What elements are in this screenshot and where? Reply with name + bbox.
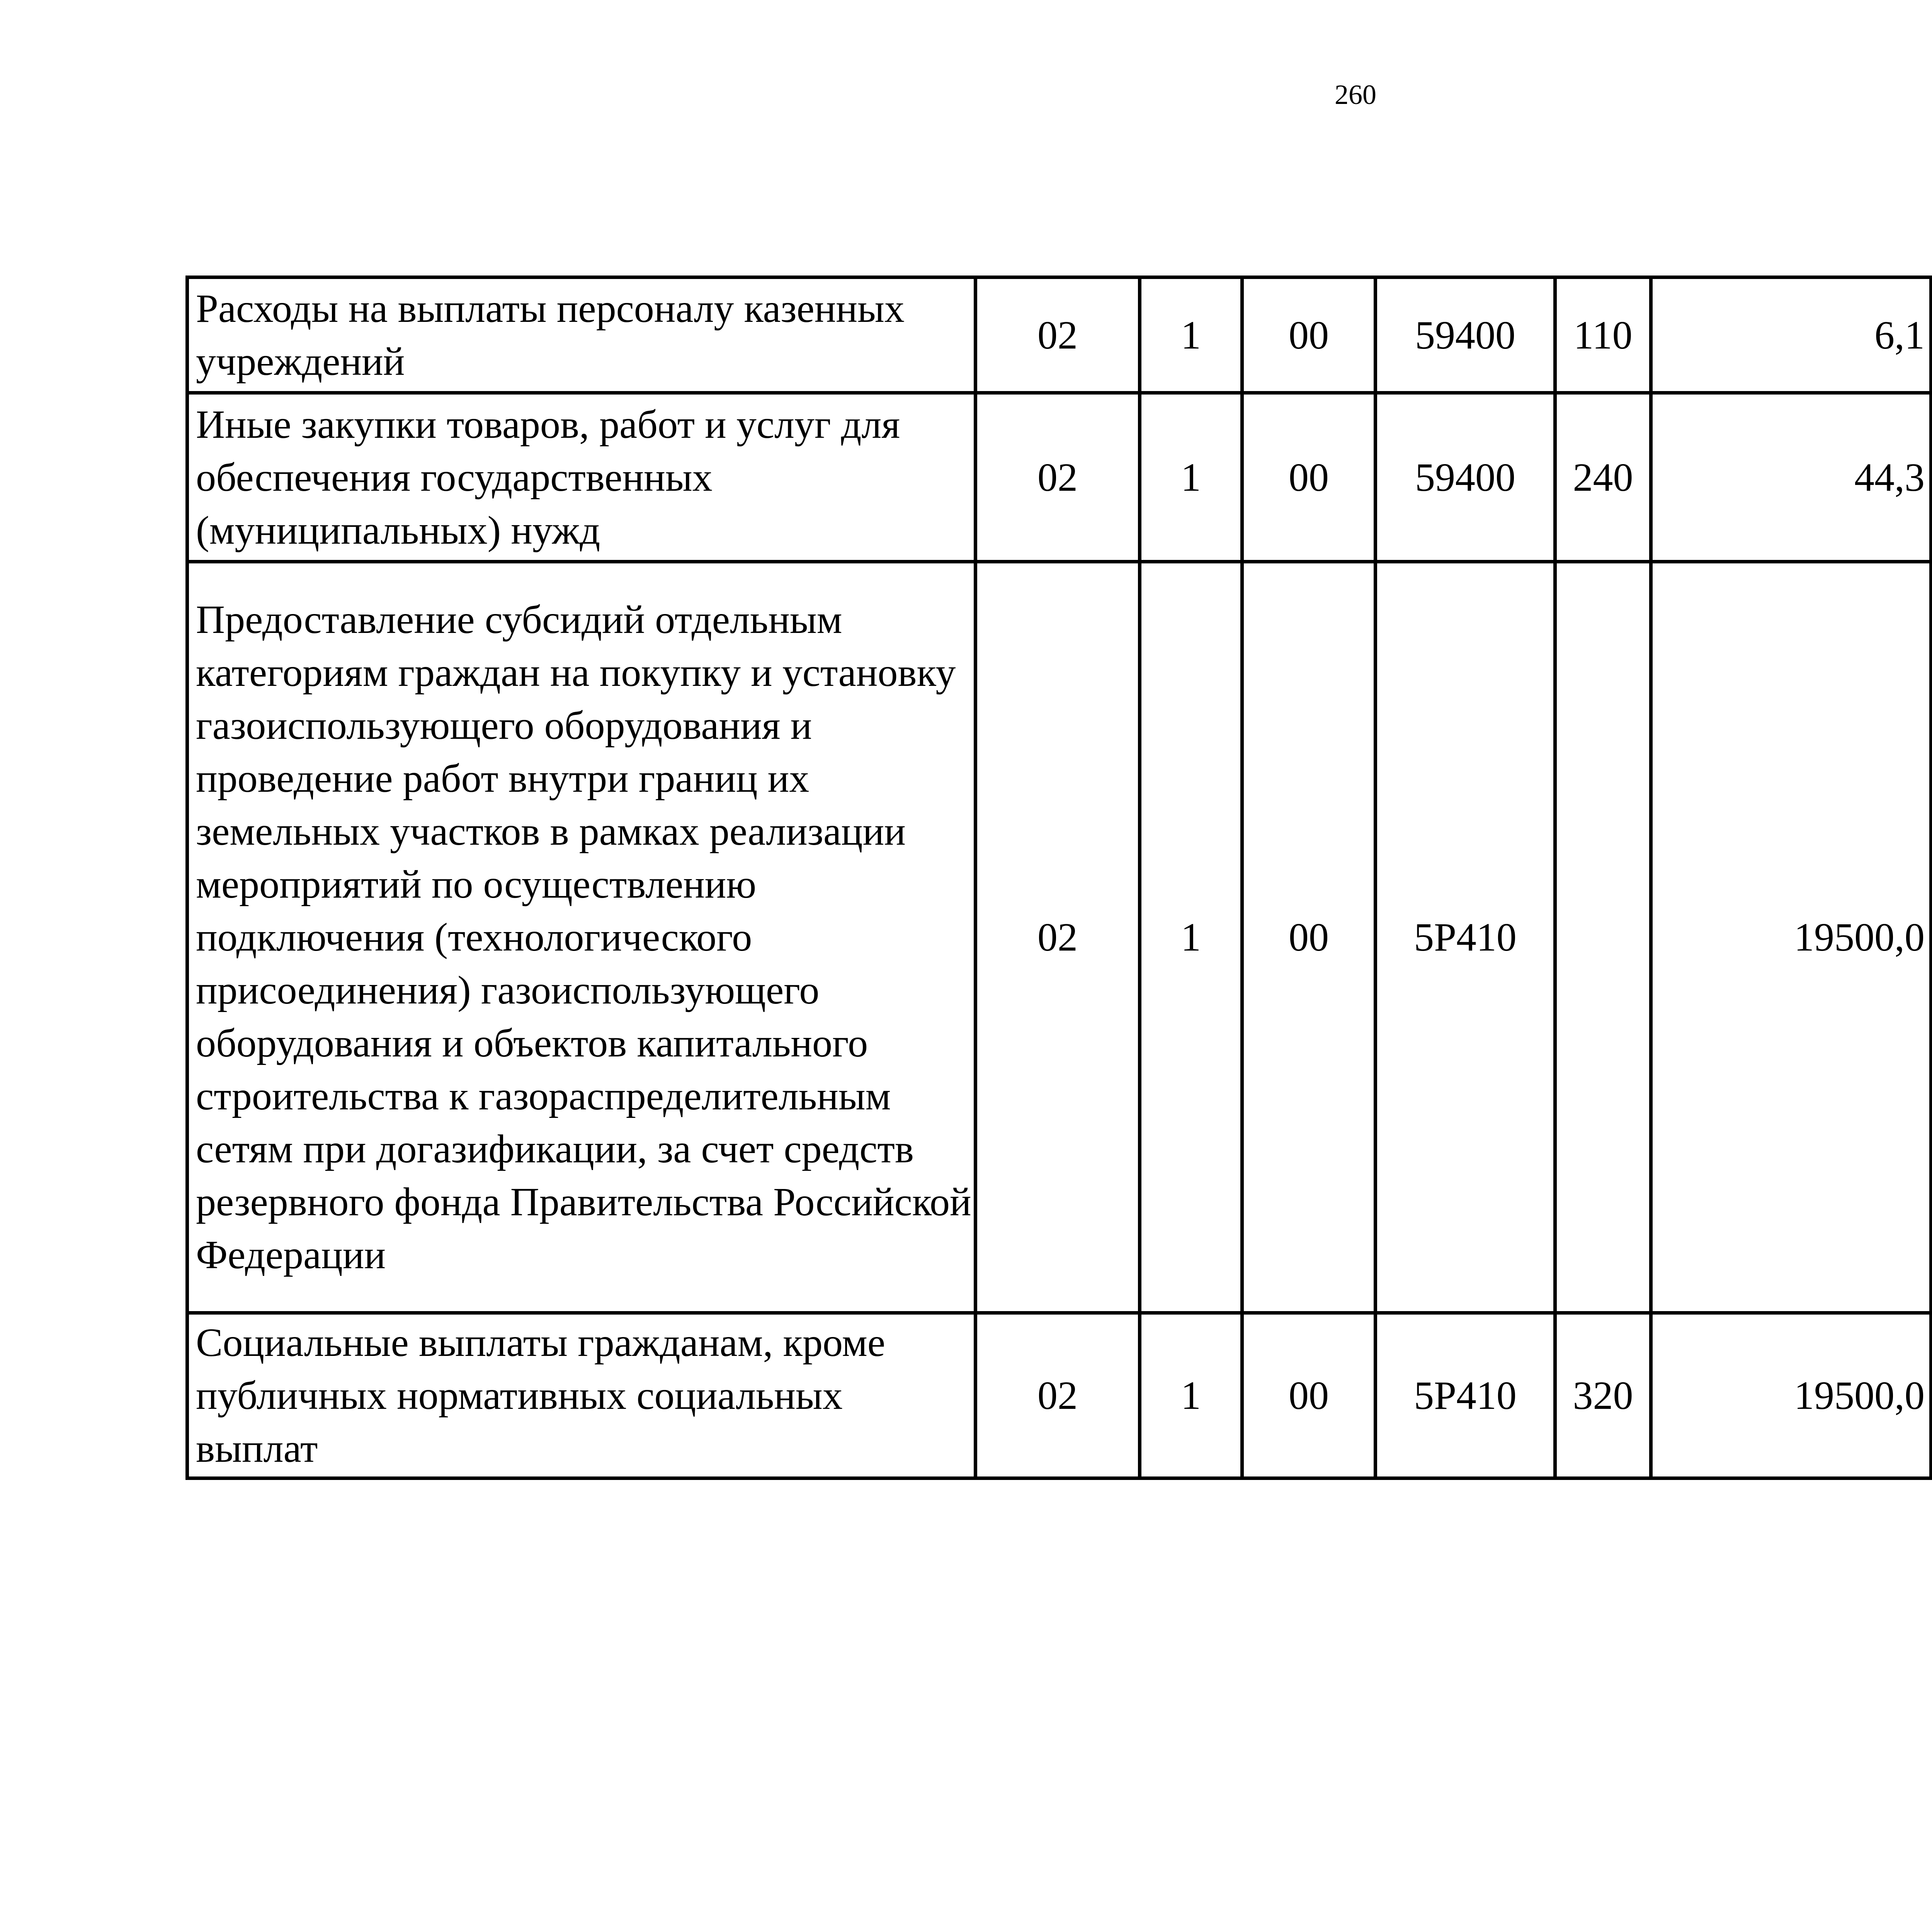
subprogram-cell: 00 — [1242, 277, 1376, 393]
subprogram-cell: 00 — [1242, 393, 1376, 562]
table-row — [187, 393, 1932, 562]
page-number: 260 — [1335, 79, 1376, 110]
direction-cell: 5Р410 — [1376, 562, 1555, 1313]
expense-type-cell: 320 — [1555, 1313, 1651, 1478]
amount-1-cell: 6,1 — [1651, 277, 1931, 393]
subprogram-cell: 00 — [1242, 1313, 1376, 1478]
table-row — [187, 277, 1932, 393]
expense-type-cell: 240 — [1555, 393, 1651, 562]
program-cell: 1 — [1140, 1313, 1242, 1478]
expense-type-cell: 110 — [1555, 277, 1651, 393]
table-row — [187, 562, 1932, 1313]
row-name-cell: Иные закупки товаров, работ и услуг для обеспечения государственных (муниципальных) нужд — [187, 393, 976, 562]
section-cell: 02 — [976, 393, 1140, 562]
row-name-cell: Предоставление субсидий отдельным категориям граждан на покупку и установку газоиспользующего оборудования и проведение работ внутри границ их земельных участков в рамках реализации мероприятий по осуществлению подключения (технологического присоединения) газоиспользующего оборудования и объектов капитального строительства к газораспределительным сетям при догазификации, за счет средств резервного фонда Правительства Российской Федерации — [187, 562, 976, 1313]
direction-cell: 59400 — [1376, 277, 1555, 393]
section-cell: 02 — [976, 277, 1140, 393]
amount-1-cell: 44,3 — [1651, 393, 1931, 562]
program-cell: 1 — [1140, 562, 1242, 1313]
table-row — [187, 1313, 1932, 1478]
amount-1-cell: 19500,0 — [1651, 562, 1931, 1313]
row-name-cell: Расходы на выплаты персоналу казенных учреждений — [187, 277, 976, 393]
section-cell: 02 — [976, 562, 1140, 1313]
row-name-cell: Социальные выплаты гражданам, кроме публичных нормативных социальных выплат — [187, 1313, 976, 1478]
subprogram-cell: 00 — [1242, 562, 1376, 1313]
expense-type-cell — [1555, 562, 1651, 1313]
direction-cell: 59400 — [1376, 393, 1555, 562]
program-cell: 1 — [1140, 393, 1242, 562]
direction-cell: 5Р410 — [1376, 1313, 1555, 1478]
amount-1-cell: 19500,0 — [1651, 1313, 1931, 1478]
budget-table — [185, 276, 1932, 1480]
section-cell: 02 — [976, 1313, 1140, 1478]
program-cell: 1 — [1140, 277, 1242, 393]
